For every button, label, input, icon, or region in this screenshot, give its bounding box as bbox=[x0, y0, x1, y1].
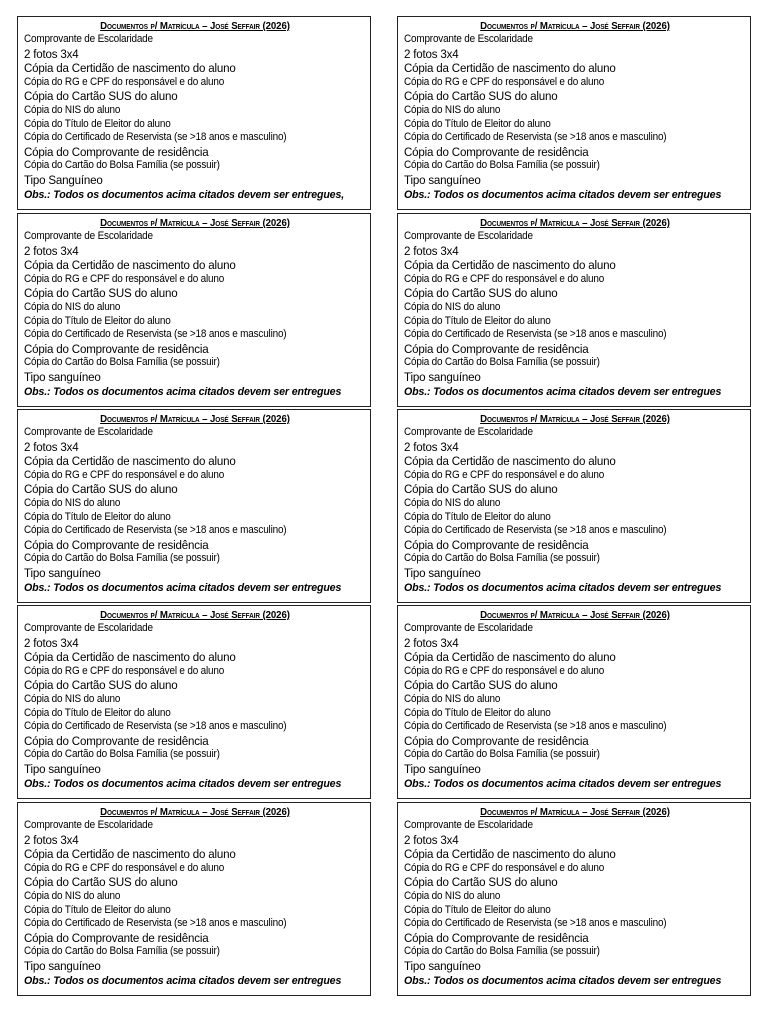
document-checklist bbox=[404, 622, 750, 777]
document-item: Tipo sanguíneo bbox=[24, 958, 101, 973]
document-item: Cópia do Título de Eleitor do aluno bbox=[404, 706, 551, 719]
document-item: Cópia do Título de Eleitor do aluno bbox=[404, 903, 551, 916]
card-title: Documentos p/ Matrícula – José Seffair (2026) bbox=[480, 609, 670, 621]
document-item: Cópia do Comprovante de residência bbox=[404, 537, 589, 552]
document-item: Cópia do Cartão SUS do aluno bbox=[404, 89, 558, 104]
document-item: Cópia do Título de Eleitor do aluno bbox=[24, 314, 171, 327]
document-item: Cópia do Comprovante de residência bbox=[24, 733, 209, 748]
document-card bbox=[17, 802, 371, 996]
document-item: Cópia da Certidão de nascimento do aluno bbox=[24, 847, 236, 862]
card-note: Obs.: Todos os documentos acima citados devem ser entregues bbox=[24, 385, 342, 398]
document-item: Cópia do Cartão SUS do aluno bbox=[24, 89, 178, 104]
document-item: Cópia do RG e CPF do responsável e do aluno bbox=[24, 664, 225, 677]
document-item: Cópia do Cartão SUS do aluno bbox=[404, 678, 558, 693]
document-item: Cópia do NIS do aluno bbox=[24, 889, 121, 902]
document-item: Cópia do Cartão do Bolsa Família (se possuir) bbox=[24, 159, 220, 172]
document-item: Cópia do Certificado de Reservista (se >18 anos e masculino) bbox=[404, 131, 667, 144]
document-item: Cópia do Cartão do Bolsa Família (se possuir) bbox=[24, 356, 220, 369]
document-item: Cópia do Cartão SUS do aluno bbox=[404, 875, 558, 890]
card-note: Obs.: Todos os documentos acima citados devem ser entregues, bbox=[24, 188, 345, 201]
document-item: Cópia do Comprovante de residência bbox=[404, 144, 589, 159]
document-item: 2 fotos 3x4 bbox=[24, 46, 79, 61]
card-title: Documentos p/ Matrícula – José Seffair (2026) bbox=[100, 20, 290, 32]
document-checklist bbox=[404, 819, 750, 974]
card-title: Documentos p/ Matrícula – José Seffair (2026) bbox=[480, 413, 670, 425]
document-item: Cópia do Título de Eleitor do aluno bbox=[404, 510, 551, 523]
card-title: Documentos p/ Matrícula – José Seffair (2026) bbox=[100, 806, 290, 818]
document-checklist bbox=[404, 230, 750, 385]
document-card bbox=[397, 213, 751, 407]
document-item: Cópia do Título de Eleitor do aluno bbox=[24, 510, 171, 523]
card-note: Obs.: Todos os documentos acima citados devem ser entregues bbox=[404, 974, 722, 987]
document-item: Cópia do NIS do aluno bbox=[404, 103, 501, 116]
document-item: Cópia do NIS do aluno bbox=[404, 692, 501, 705]
card-note: Obs.: Todos os documentos acima citados devem ser entregues bbox=[24, 777, 342, 790]
document-item: Cópia do Certificado de Reservista (se >18 anos e masculino) bbox=[404, 328, 667, 341]
document-item: Cópia do Cartão do Bolsa Família (se possuir) bbox=[404, 748, 600, 761]
document-item: Comprovante de Escolaridade bbox=[404, 426, 533, 438]
document-item: Cópia da Certidão de nascimento do aluno bbox=[404, 61, 616, 76]
document-checklist bbox=[404, 33, 750, 188]
document-item: Cópia do Certificado de Reservista (se >18 anos e masculino) bbox=[24, 720, 287, 733]
document-item: Cópia do NIS do aluno bbox=[24, 300, 121, 313]
document-item: Tipo sanguíneo bbox=[404, 565, 481, 580]
document-checklist bbox=[24, 33, 370, 188]
document-item: Comprovante de Escolaridade bbox=[24, 33, 153, 45]
document-item: 2 fotos 3x4 bbox=[24, 832, 79, 847]
document-item: 2 fotos 3x4 bbox=[404, 832, 459, 847]
document-item: Comprovante de Escolaridade bbox=[404, 33, 533, 45]
document-item: Comprovante de Escolaridade bbox=[404, 230, 533, 242]
document-checklist bbox=[24, 819, 370, 974]
document-item: Tipo sanguíneo bbox=[24, 369, 101, 384]
document-item: 2 fotos 3x4 bbox=[404, 243, 459, 258]
document-card bbox=[17, 409, 371, 603]
document-item: Cópia da Certidão de nascimento do aluno bbox=[24, 61, 236, 76]
document-item: 2 fotos 3x4 bbox=[24, 439, 79, 454]
document-item: Cópia do Certificado de Reservista (se >18 anos e masculino) bbox=[24, 917, 287, 930]
document-item: Cópia da Certidão de nascimento do aluno bbox=[404, 258, 616, 273]
document-item: Comprovante de Escolaridade bbox=[404, 819, 533, 831]
document-item: Cópia do RG e CPF do responsável e do aluno bbox=[404, 272, 605, 285]
document-card bbox=[397, 16, 751, 210]
document-item: Cópia da Certidão de nascimento do aluno bbox=[404, 454, 616, 469]
document-item: Comprovante de Escolaridade bbox=[24, 426, 153, 438]
document-item: Cópia do Comprovante de residência bbox=[24, 144, 209, 159]
document-item: Cópia do Certificado de Reservista (se >18 anos e masculino) bbox=[404, 917, 667, 930]
document-item: Cópia do Cartão SUS do aluno bbox=[24, 482, 178, 497]
card-note: Obs.: Todos os documentos acima citados devem ser entregues bbox=[404, 188, 722, 201]
document-item: Tipo sanguíneo bbox=[404, 172, 481, 187]
document-card bbox=[17, 16, 371, 210]
document-card bbox=[17, 605, 371, 799]
document-item: Cópia do RG e CPF do responsável e do aluno bbox=[24, 861, 225, 874]
document-item: 2 fotos 3x4 bbox=[404, 46, 459, 61]
document-item: Cópia do NIS do aluno bbox=[404, 300, 501, 313]
document-checklist bbox=[24, 426, 370, 581]
document-item: Cópia do Cartão do Bolsa Família (se possuir) bbox=[24, 945, 220, 958]
card-note: Obs.: Todos os documentos acima citados devem ser entregues bbox=[404, 385, 722, 398]
document-item: Cópia do Certificado de Reservista (se >18 anos e masculino) bbox=[404, 524, 667, 537]
document-item: Cópia do Cartão do Bolsa Família (se possuir) bbox=[404, 945, 600, 958]
document-card bbox=[397, 605, 751, 799]
document-item: Cópia do Cartão do Bolsa Família (se possuir) bbox=[404, 159, 600, 172]
document-item: Cópia do Cartão SUS do aluno bbox=[24, 875, 178, 890]
document-item: Cópia do Título de Eleitor do aluno bbox=[24, 903, 171, 916]
card-title: Documentos p/ Matrícula – José Seffair (2026) bbox=[480, 806, 670, 818]
document-item: Tipo sanguíneo bbox=[24, 565, 101, 580]
document-item: Cópia do RG e CPF do responsável e do aluno bbox=[404, 664, 605, 677]
document-item: Cópia do Cartão do Bolsa Família (se possuir) bbox=[404, 356, 600, 369]
card-title: Documentos p/ Matrícula – José Seffair (2026) bbox=[480, 20, 670, 32]
document-item: Cópia da Certidão de nascimento do aluno bbox=[404, 650, 616, 665]
document-item: 2 fotos 3x4 bbox=[404, 635, 459, 650]
document-item: Cópia do RG e CPF do responsável e do aluno bbox=[404, 861, 605, 874]
card-title: Documentos p/ Matrícula – José Seffair (2026) bbox=[100, 217, 290, 229]
document-item: Cópia do Cartão SUS do aluno bbox=[24, 286, 178, 301]
document-checklist bbox=[24, 230, 370, 385]
document-item: Cópia do Título de Eleitor do aluno bbox=[24, 706, 171, 719]
document-item: Cópia do Cartão do Bolsa Família (se possuir) bbox=[404, 552, 600, 565]
card-title: Documentos p/ Matrícula – José Seffair (2026) bbox=[480, 217, 670, 229]
document-item: Cópia do Comprovante de residência bbox=[24, 930, 209, 945]
document-item: Cópia da Certidão de nascimento do aluno bbox=[24, 258, 236, 273]
document-item: Cópia da Certidão de nascimento do aluno bbox=[24, 454, 236, 469]
document-card bbox=[397, 409, 751, 603]
card-note: Obs.: Todos os documentos acima citados devem ser entregues bbox=[404, 777, 722, 790]
document-item: Cópia do NIS do aluno bbox=[24, 496, 121, 509]
document-item: Cópia do Cartão SUS do aluno bbox=[404, 286, 558, 301]
card-title: Documentos p/ Matrícula – José Seffair (2026) bbox=[100, 413, 290, 425]
document-item: Comprovante de Escolaridade bbox=[24, 819, 153, 831]
document-checklist bbox=[24, 622, 370, 777]
document-item: Tipo Sanguíneo bbox=[24, 172, 103, 187]
document-item: Cópia do Certificado de Reservista (se >18 anos e masculino) bbox=[24, 328, 287, 341]
document-item: Cópia do Comprovante de residência bbox=[404, 733, 589, 748]
document-item: Cópia do Comprovante de residência bbox=[24, 537, 209, 552]
document-item: Tipo sanguíneo bbox=[24, 761, 101, 776]
card-note: Obs.: Todos os documentos acima citados devem ser entregues bbox=[24, 581, 342, 594]
document-item: Cópia do RG e CPF do responsável e do aluno bbox=[24, 75, 225, 88]
document-card bbox=[397, 802, 751, 996]
document-item: Cópia do Certificado de Reservista (se >18 anos e masculino) bbox=[404, 720, 667, 733]
document-item: Cópia do Cartão do Bolsa Família (se possuir) bbox=[24, 552, 220, 565]
document-item: 2 fotos 3x4 bbox=[404, 439, 459, 454]
document-item: Cópia do NIS do aluno bbox=[404, 496, 501, 509]
document-item: Cópia do Certificado de Reservista (se >18 anos e masculino) bbox=[24, 131, 287, 144]
document-item: Tipo sanguíneo bbox=[404, 958, 481, 973]
document-item: Cópia do Cartão SUS do aluno bbox=[24, 678, 178, 693]
document-item: Cópia do NIS do aluno bbox=[404, 889, 501, 902]
document-item: Cópia da Certidão de nascimento do aluno bbox=[404, 847, 616, 862]
document-item: Cópia do Título de Eleitor do aluno bbox=[404, 117, 551, 130]
document-item: Cópia do Título de Eleitor do aluno bbox=[404, 314, 551, 327]
document-item: Cópia do RG e CPF do responsável e do aluno bbox=[404, 75, 605, 88]
document-item: Comprovante de Escolaridade bbox=[24, 622, 153, 634]
document-item: Cópia da Certidão de nascimento do aluno bbox=[24, 650, 236, 665]
document-checklist bbox=[404, 426, 750, 581]
document-item: Cópia do Comprovante de residência bbox=[404, 341, 589, 356]
document-item: Cópia do Título de Eleitor do aluno bbox=[24, 117, 171, 130]
card-note: Obs.: Todos os documentos acima citados devem ser entregues bbox=[24, 974, 342, 987]
document-item: Cópia do Certificado de Reservista (se >18 anos e masculino) bbox=[24, 524, 287, 537]
document-item: Cópia do Cartão do Bolsa Família (se possuir) bbox=[24, 748, 220, 761]
document-item: Cópia do RG e CPF do responsável e do aluno bbox=[404, 468, 605, 481]
document-item: Cópia do NIS do aluno bbox=[24, 692, 121, 705]
document-item: Cópia do NIS do aluno bbox=[24, 103, 121, 116]
document-item: Cópia do RG e CPF do responsável e do aluno bbox=[24, 272, 225, 285]
card-note: Obs.: Todos os documentos acima citados devem ser entregues bbox=[404, 581, 722, 594]
document-item: Tipo sanguíneo bbox=[404, 761, 481, 776]
document-card bbox=[17, 213, 371, 407]
document-item: Cópia do Cartão SUS do aluno bbox=[404, 482, 558, 497]
document-item: Comprovante de Escolaridade bbox=[24, 230, 153, 242]
document-item: Cópia do Comprovante de residência bbox=[404, 930, 589, 945]
document-item: Comprovante de Escolaridade bbox=[404, 622, 533, 634]
document-item: Cópia do RG e CPF do responsável e do aluno bbox=[24, 468, 225, 481]
document-item: 2 fotos 3x4 bbox=[24, 243, 79, 258]
card-title: Documentos p/ Matrícula – José Seffair (2026) bbox=[100, 609, 290, 621]
document-item: 2 fotos 3x4 bbox=[24, 635, 79, 650]
document-item: Tipo sanguíneo bbox=[404, 369, 481, 384]
document-item: Cópia do Comprovante de residência bbox=[24, 341, 209, 356]
